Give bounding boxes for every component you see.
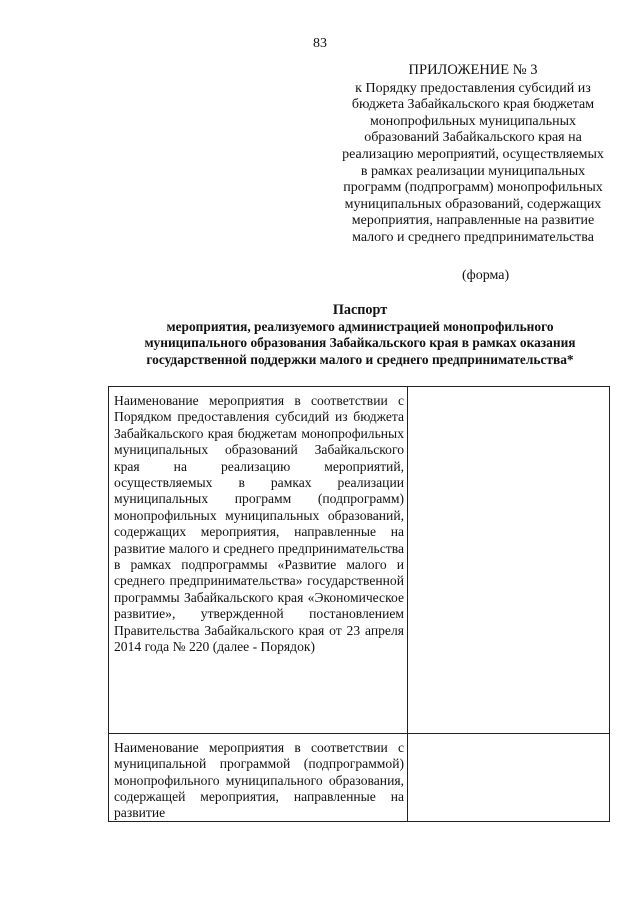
appendix-line: в рамках реализации муниципальных [360,163,586,179]
table-value-cell[interactable] [408,387,610,734]
appendix-line: образований Забайкальского края на [364,130,582,146]
appendix-line: программ (подпрограмм) монопрофильных [343,180,603,196]
passport-table [108,386,610,822]
table-row [109,387,610,734]
appendix-line: мероприятия, направленные на развитие [351,213,595,229]
appendix-header [328,62,618,247]
passport-title: Паспорт [332,302,388,318]
appendix-line: монопрофильных муниципальных [369,113,577,129]
row-label: Наименование мероприятия в соответствии с муниципальной программой (подпрограммой) монопрофильного муниципального образования, содержащей мероприятия, направленные на развитие [114,739,404,820]
row-value[interactable] [408,387,609,393]
row-label: Наименование мероприятия в соответствии с Порядком предоставления субсидий из бюджета Забайкальского края бюджетам монопрофильных муниципальных образований Забайкальского края на реализацию мероприятий, осуществляемых в рамках реализации муниципальных программ (подпрограмм) монопрофильных муниципальных образований, содержащих мероприятия, направленные на развитие малого и среднего предпринимательства в рамках подпрограммы «Развитие малого и среднего предпринимательства» государственной программы Забайкальского края «Экономическое развитие», утвержденной постановлением Правительства Забайкальского края от 23 апреля 2014 года № 220 (далее - Порядок) [114,393,404,655]
row-value[interactable] [408,734,609,820]
appendix-line: муниципальных образований, содержащих [344,196,602,212]
appendix-line: малого и среднего предпринимательства [352,229,594,245]
table-value-cell[interactable] [408,733,610,821]
page-number: 83 [313,36,327,51]
appendix-line: реализацию мероприятий, осуществляемых [342,146,604,162]
table-row [109,733,610,821]
appendix-title: ПРИЛОЖЕНИЕ № 3 [408,62,538,78]
table-label-cell [109,387,408,734]
passport-subtitle-line: мероприятия, реализуемого администрацией монопрофильного [166,318,554,334]
form-label: (форма) [462,268,510,283]
appendix-line: бюджета Забайкальского края бюджетам [351,97,595,113]
passport-heading [120,302,600,368]
appendix-line: к Порядку предоставления субсидий из [355,80,591,96]
passport-subtitle-line: муниципального образования Забайкальского края в рамках оказания [144,335,576,351]
table-label-cell [109,733,408,821]
passport-subtitle-line: государственной поддержки малого и среднего предпринимательства* [146,351,574,367]
